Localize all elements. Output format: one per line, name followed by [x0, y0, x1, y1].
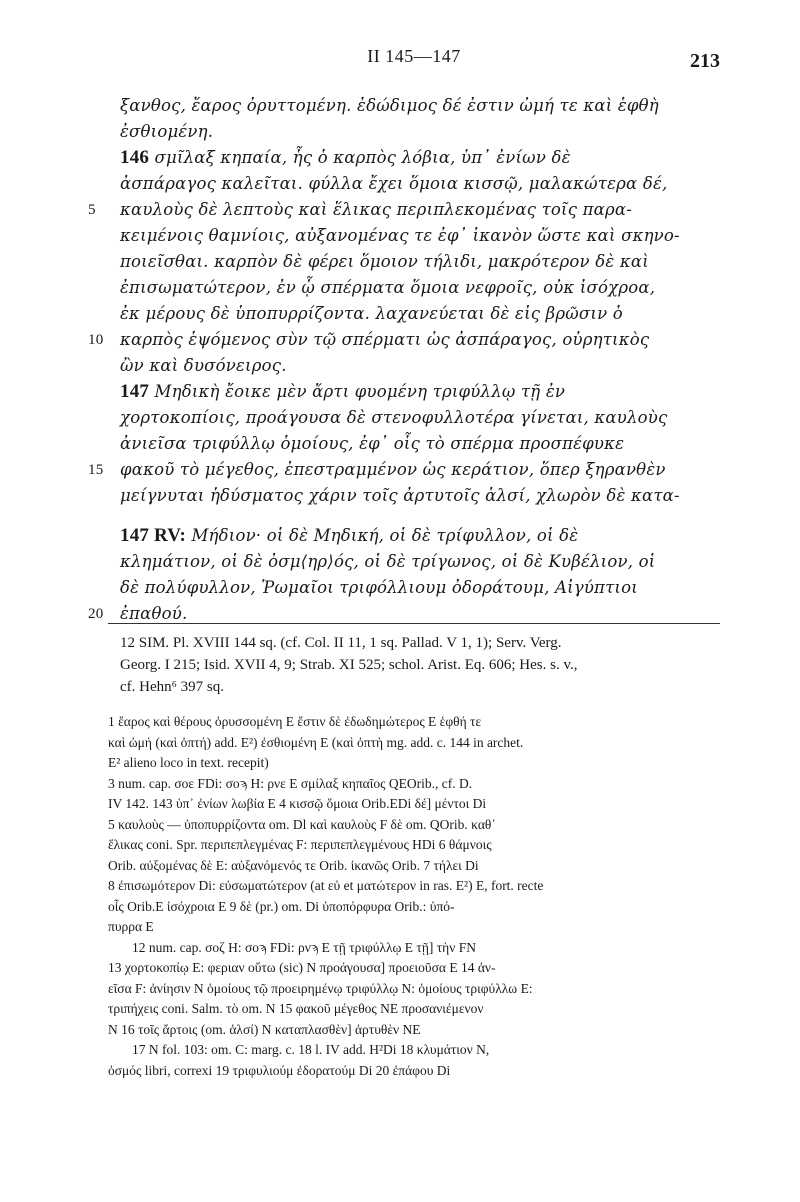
- apparatus-line: 17 N fol. 103: om. C: marg. c. 18 l. IV add. H²Di 18 κλυμάτιον N,: [132, 1042, 490, 1057]
- text-line: [120, 275, 720, 301]
- line-text: ἐκ μέρους δὲ ὑποπυρρίζοντα. λαχανεύεται δὲ εἰς βρῶσιν ὁ: [120, 304, 623, 323]
- apparatus-line: ἕλικας coni. Spr. περιπεπλεγμένας F: περιπεπλεγμένους HDi 6 θάμνοις: [108, 837, 492, 852]
- section-number: 147 RV:: [120, 525, 187, 546]
- line-text: κλημάτιον, οἱ δὲ ὀσμ⟨ηρ⟩ός, οἱ δὲ τρίγωνος, οἱ δὲ Κυβέλιον, οἱ: [120, 552, 656, 571]
- text-line: [120, 171, 720, 197]
- line-text: ἀσπάραγος καλεῖται. φύλλα ἔχει ὅμοια κισσῷ, μαλακώτερα δέ,: [120, 174, 668, 193]
- text-line: [120, 301, 720, 327]
- text-line: [120, 119, 720, 145]
- main-text: [88, 93, 720, 627]
- apparatus-line: οἷς Orib.E ἰσόχροια E 9 δὲ (pr.) om. Di ὑποπόρφυρα Orib.: ὑπό-: [108, 898, 455, 914]
- line-text: κειμένοις θαμνίοις, αὐξανομένας τε ἐφ᾿ ἱκανὸν ὥστε καὶ σκηνο-: [120, 226, 680, 245]
- text-line: [88, 197, 720, 223]
- line-text: ἀνιεῖσα τριφύλλῳ ὁμοίους, ἐφ᾿ οἷς τὸ σπέρμα προσπέφυκε: [120, 434, 625, 453]
- similia-line: Georg. I 215; Isid. XVII 4, 9; Strab. XI 525; schol. Arist. Eq. 606; Hes. s. v.,: [120, 657, 578, 673]
- line-text: δὲ πολύφυλλον, Ῥωμαῖοι τριφόλλιουμ ὀδοράτουμ, Αἰγύπτιοι: [120, 578, 638, 597]
- apparatus-line: 8 ἐπισωμότερον Di: εὐσωματώτερον (at εὐ et ματώτερον in ras. E²) E, fort. recte: [108, 878, 544, 893]
- line-text: μείγνυται ἡδύσματος χάριν τοῖς ἀρτυτοῖς ἁλσί, χλωρὸν δὲ κατα-: [120, 486, 680, 505]
- text-line: [120, 523, 720, 549]
- line-number: 10: [88, 332, 104, 348]
- apparatus-line: 1 ἔαρος καὶ θέρους ὀρυσσομένη E ἔστιν δὲ ἐδωδημώτερος E ἑφθή τε: [108, 714, 482, 729]
- text-line: [88, 457, 720, 483]
- line-text: ποιεῖσθαι. καρπὸν δὲ φέρει ὅμοιον τήλιδι, μακρότερον δὲ καὶ: [120, 252, 649, 271]
- similia-line: cf. Hehn⁶ 397 sq.: [120, 679, 224, 695]
- text-line: [88, 327, 720, 353]
- apparatus-line: εῖσα F: ἀνίησιν N ὁμοίους τῷ προειρημένῳ τριφύλλῳ N: ὁμοίους τριφύλλω E:: [108, 980, 533, 996]
- apparatus-line: Orib. αὐξομένας δὲ E: αὐξανόμενός τε Orib. ἱκανῶς Orib. 7 τήλει Di: [108, 857, 479, 873]
- text-line: [120, 405, 720, 431]
- apparatus-line: καὶ ὠμή (καὶ ὀπτή) add. E²) ἐσθιομένη E (καὶ ὀπτὴ mg. add. c. 144 in archet.: [108, 734, 524, 750]
- line-text: Μηδικὴ ἔοικε μὲν ἄρτι φυομένη τριφύλλῳ τῇ ἐν: [149, 382, 566, 401]
- line-text: χορτοκοπίοις, προάγουσα δὲ στενοφυλλοτέρα γίνεται, καυλοὺς: [120, 408, 668, 427]
- apparatus-line: 5 καυλοὺς — ὑποπυρρίζοντα om. Dl καὶ καυλοὺς F δὲ om. QOrib. καθ᾿: [108, 816, 496, 832]
- text-line: [120, 353, 720, 379]
- apparatus-line: 13 χορτοκοπίῳ E: φεριαν οὕτω (sic) N προάγουσα] προειοῦσα E 14 ἀν-: [108, 960, 496, 975]
- line-text: φακοῦ τὸ μέγεθος, ἐπεστραμμένον ὡς κεράτιον, ὅπερ ξηρανθὲν: [120, 460, 666, 479]
- text-line: [120, 145, 720, 171]
- similia-line: 12 SIM. Pl. XVIII 144 sq. (cf. Col. II 11, 1 sq. Pallad. V 1, 1); Serv. Verg.: [120, 635, 562, 651]
- line-number: 15: [88, 462, 104, 478]
- text-line: [120, 93, 720, 119]
- apparatus-line: ὀσμός libri, correxi 19 τριφυλιούμ ἐδορατούμ Di 20 ἐπάφου Di: [108, 1062, 451, 1078]
- page-number: 213: [690, 50, 720, 72]
- line-text: ἐπαθού.: [120, 604, 188, 623]
- apparatus-line: 12 num. cap. σοζ H: σοϡ FDi: ρνϡ E τῇ τριφύλλῳ E τῇ] τὴν FN: [132, 939, 476, 955]
- apparatus-line: πυρρα E: [108, 919, 154, 934]
- text-line: [120, 483, 720, 509]
- apparatus-line: IV 142. 143 ὑπ᾿ ἐνίων λωβία E 4 κισσῷ ὅμοια Orib.EDi δέ] μέντοι Di: [108, 796, 487, 811]
- text-line: [120, 549, 720, 575]
- line-number: 20: [88, 606, 104, 622]
- text-line: [120, 249, 720, 275]
- section-gap: [120, 509, 720, 523]
- line-text: ἐπισωματώτερον, ἐν ᾧ σπέρματα ὅμοια νεφροῖς, οὐκ ἰσόχροα,: [120, 278, 656, 297]
- line-text: σμῖλαξ κηπαία, ἧς ὁ καρπὸς λόβια, ὑπ᾿ ἐνίων δὲ: [149, 148, 571, 167]
- line-text: καυλοὺς δὲ λεπτοὺς καὶ ἕλικας περιπλεκομένας τοῖς παρα-: [120, 200, 633, 219]
- similia-section: [120, 632, 720, 698]
- line-text: ἐσθιομένη.: [120, 122, 214, 141]
- page-header: [108, 46, 720, 76]
- line-number: 5: [88, 202, 96, 218]
- line-text: ὢν καὶ δυσόνειρος.: [120, 356, 287, 375]
- text-line: [120, 431, 720, 457]
- critical-apparatus: [108, 712, 720, 1081]
- apparatus-line: 3 num. cap. σοε FDi: σοϡ H: ρνε E σμίλαξ κηπαῖος QEOrib., cf. D.: [108, 775, 473, 791]
- line-text: Μήδιον· οἱ δὲ Μηδική, οἱ δὲ τρίφυλλον, οἱ δὲ: [186, 526, 579, 545]
- text-line: [120, 575, 720, 601]
- footnote-rule: [108, 623, 720, 624]
- apparatus-line: N 16 τοῖς ἄρτοις (om. ἁλσί) N καταπλασθὲν] ἀρτυθὲν NE: [108, 1021, 421, 1037]
- running-head: II 145—147: [367, 46, 461, 66]
- apparatus-line: τριπήχεις coni. Salm. τὸ om. N 15 φακοῦ μέγεθος NE προσανιέμενον: [108, 1001, 484, 1016]
- apparatus-line: E² alieno loco in text. recepit): [108, 755, 269, 770]
- text-line: [120, 223, 720, 249]
- line-text: ξανθος, ἔαρος ὀρυττομένη. ἐδώδιμος δέ ἐστιν ὠμή τε καὶ ἑφθὴ: [120, 96, 659, 115]
- section-number: 147: [120, 381, 150, 402]
- text-line: [120, 379, 720, 405]
- section-number: 146: [120, 147, 150, 168]
- line-text: καρπὸς ἑψόμενος σὺν τῷ σπέρματι ὡς ἀσπάραγος, οὐρητικὸς: [120, 330, 650, 349]
